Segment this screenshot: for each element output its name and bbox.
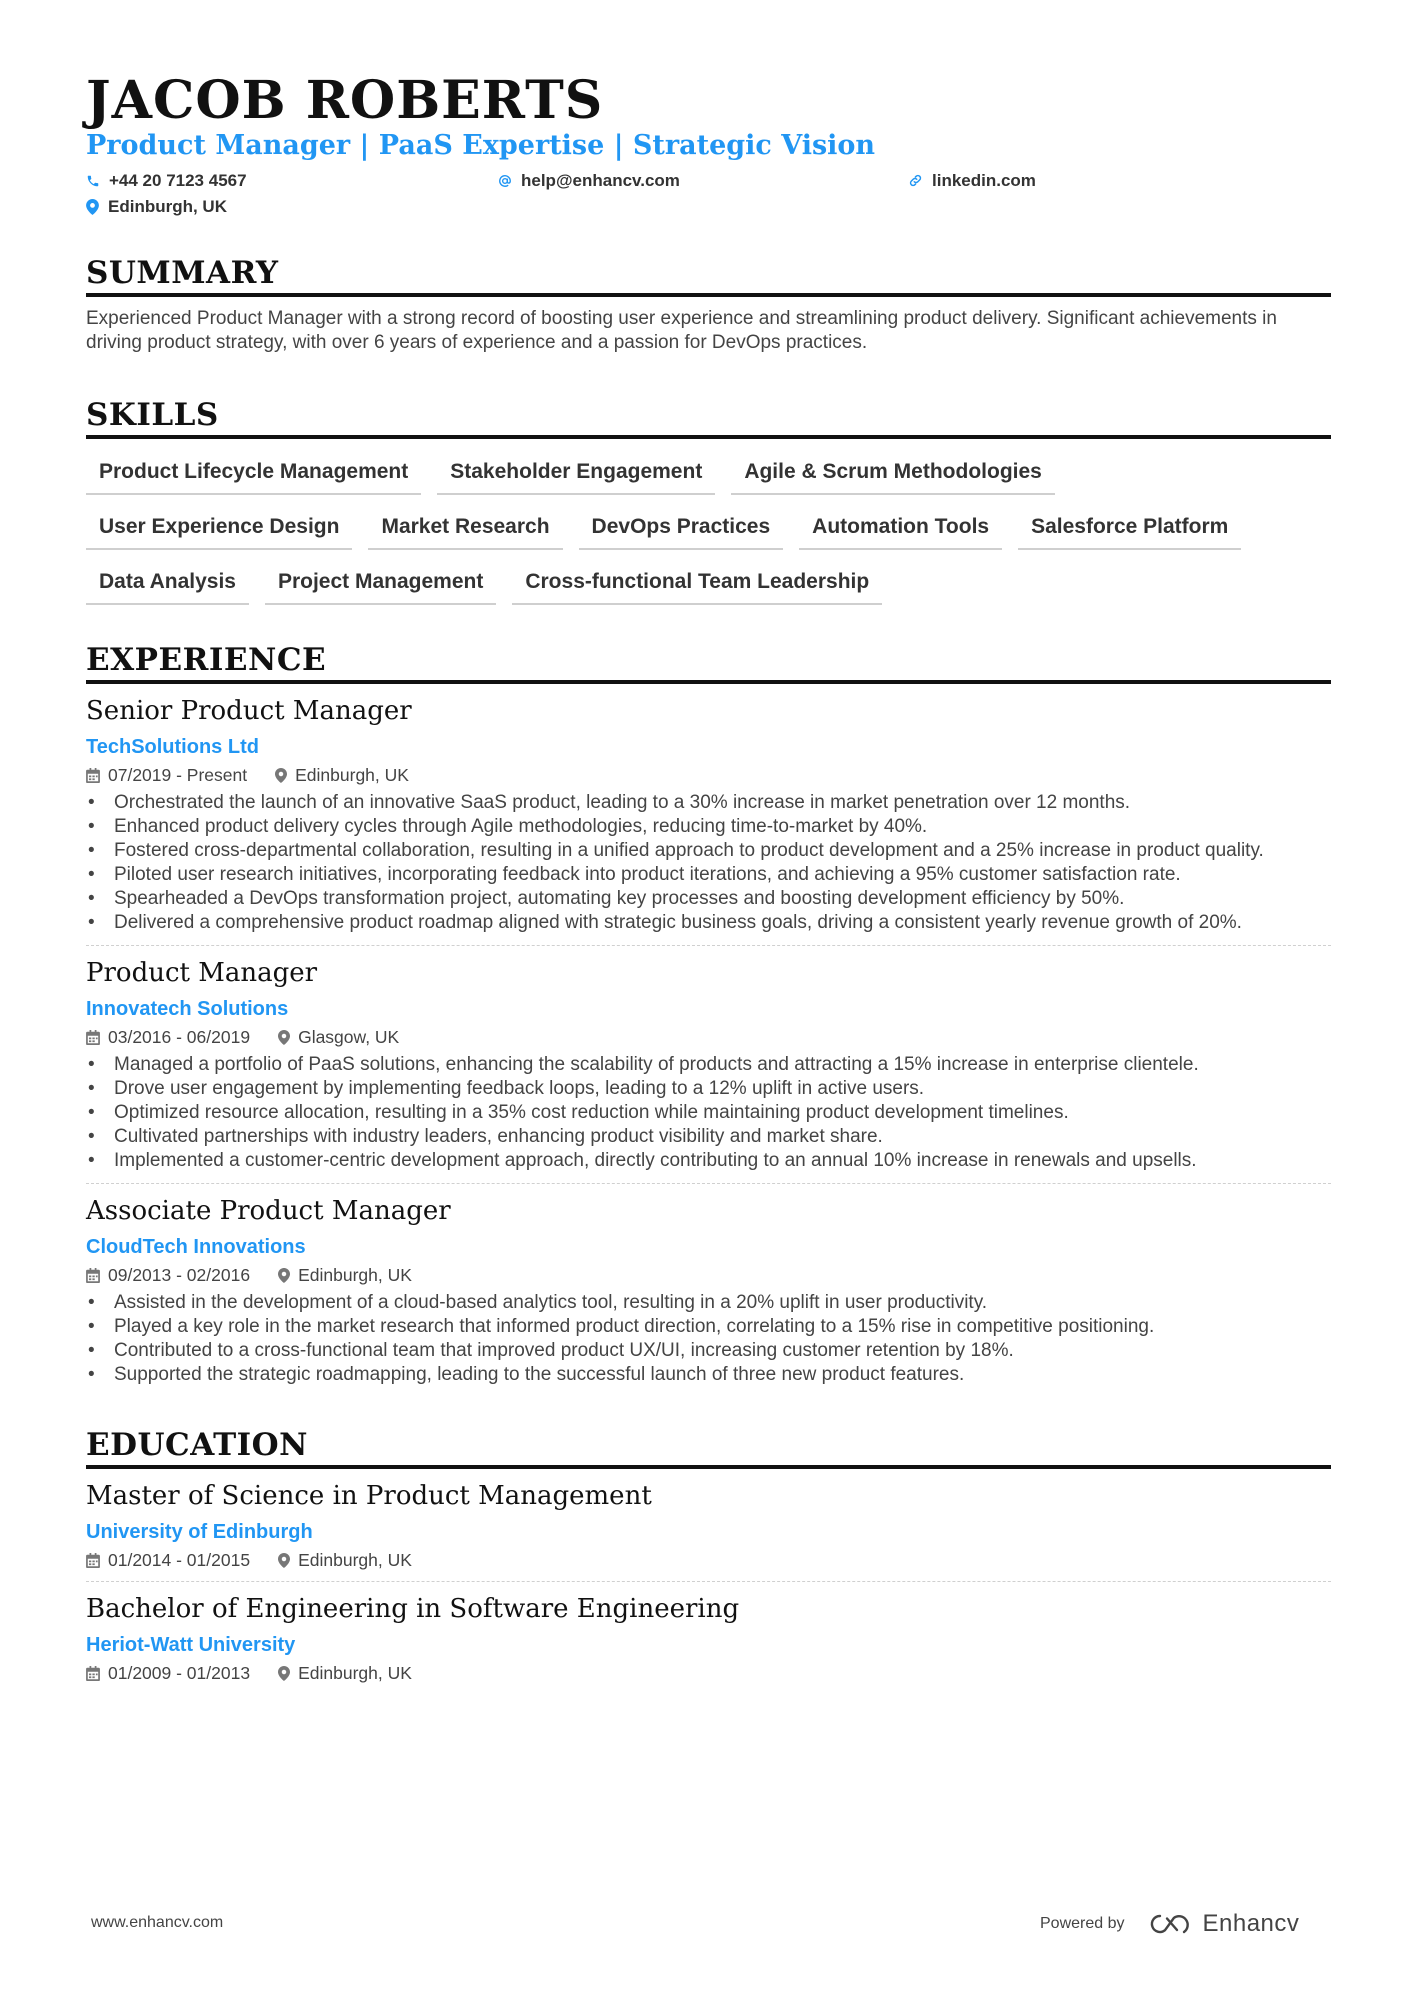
- education-dates-text: 01/2014 - 01/2015: [108, 1549, 251, 1570]
- job-entry: [86, 958, 1331, 1184]
- calendar-icon: [86, 1030, 100, 1045]
- location-text: Edinburgh, UK: [108, 196, 227, 216]
- bullet-item: • Drove user engagement by implementing feedback loops, leading to a 12% uplift in active users.: [86, 1077, 1331, 1101]
- contact-phone: [86, 171, 247, 191]
- job-bullets: [86, 791, 1331, 935]
- entry-divider: [86, 945, 1331, 946]
- experience-section: [86, 642, 1331, 1387]
- bullet-item: • Managed a portfolio of PaaS solutions, enhancing the scalability of products and attracting a 15% increase in enterprise clientele.: [86, 1053, 1331, 1077]
- at-icon: [498, 174, 512, 188]
- education-location-text: Edinburgh, UK: [298, 1549, 412, 1570]
- phone-text: +44 20 7123 4567: [109, 170, 247, 190]
- brand-name: Enhancv: [1202, 1910, 1300, 1937]
- skill-tag: User Experience Design: [86, 506, 352, 550]
- job-dates: [86, 765, 247, 786]
- job-location: [275, 765, 409, 786]
- summary-heading: SUMMARY: [86, 255, 1331, 297]
- job-entry: [86, 1196, 1331, 1387]
- skills-section: [86, 397, 1331, 616]
- entry-divider: [86, 1183, 1331, 1184]
- job-entry: [86, 696, 1331, 946]
- location-pin-icon: [278, 1553, 290, 1568]
- bullet-item: • Piloted user research initiatives, incorporating feedback into product iterations, and achieving a 95% customer satisfaction rate.: [86, 863, 1331, 887]
- education-entry: [86, 1594, 1331, 1684]
- skill-tag: DevOps Practices: [579, 506, 784, 550]
- summary-text: Experienced Product Manager with a strong record of boosting user experience and streamlining product delivery. Significant achievements in driving product strategy, with over 6 years of experience and a passion for DevOps practices.: [86, 307, 1277, 353]
- education-heading: EDUCATION: [86, 1427, 1331, 1469]
- job-location-text: Edinburgh, UK: [298, 1264, 412, 1285]
- candidate-name: JACOB ROBERTS: [86, 70, 604, 131]
- bullet-item: • Optimized resource allocation, resulting in a 35% cost reduction while maintaining product development timelines.: [86, 1101, 1331, 1125]
- phone-icon: [86, 174, 100, 188]
- company-name: CloudTech Innovations: [86, 1235, 306, 1258]
- location-pin-icon: [278, 1030, 290, 1045]
- bullet-item: • Contributed to a cross-functional team that improved product UX/UI, increasing customer retention by 18%.: [86, 1339, 1331, 1363]
- education-location: [278, 1550, 412, 1571]
- location-pin-icon: [278, 1268, 290, 1283]
- enhancv-logo-icon: [1149, 1912, 1195, 1936]
- candidate-tagline: Product Manager | PaaS Expertise | Strategic Vision: [86, 130, 876, 162]
- bullet-item: • Orchestrated the launch of an innovative SaaS product, leading to a 30% increase in market penetration over 12 months.: [86, 791, 1331, 815]
- job-dates-text: 03/2016 - 06/2019: [108, 1026, 251, 1047]
- school-name: Heriot-Watt University: [86, 1633, 296, 1656]
- skill-tag: Project Management: [265, 561, 496, 605]
- contact-info: [86, 169, 1331, 223]
- job-dates: [86, 1027, 250, 1048]
- calendar-icon: [86, 1268, 100, 1283]
- skill-tag: Stakeholder Engagement: [437, 451, 715, 495]
- bullet-item: • Supported the strategic roadmapping, leading to the successful launch of three new product features.: [86, 1363, 1331, 1387]
- contact-location: [86, 197, 227, 217]
- job-title: Associate Product Manager: [86, 1195, 451, 1226]
- degree-title: Master of Science in Product Management: [86, 1480, 652, 1511]
- job-title: Product Manager: [86, 957, 318, 988]
- job-title: Senior Product Manager: [86, 695, 412, 726]
- summary-section: [86, 255, 1331, 355]
- footer-url[interactable]: www.enhancv.com: [91, 1914, 224, 1931]
- job-dates: [86, 1265, 250, 1286]
- link-icon: [908, 173, 923, 188]
- linkedin-text: linkedin.com: [932, 170, 1036, 190]
- calendar-icon: [86, 1666, 100, 1681]
- education-location-text: Edinburgh, UK: [298, 1662, 412, 1683]
- bullet-item: • Enhanced product delivery cycles through Agile methodologies, reducing time-to-market by 40%.: [86, 815, 1331, 839]
- powered-by: [1040, 1910, 1299, 1938]
- job-location: [278, 1265, 412, 1286]
- company-name: Innovatech Solutions: [86, 997, 289, 1020]
- bullet-item: • Assisted in the development of a cloud-based analytics tool, resulting in a 20% uplift in user productivity.: [86, 1291, 1331, 1315]
- skills-heading: SKILLS: [86, 397, 1331, 439]
- education-dates: [86, 1550, 250, 1571]
- job-bullets: [86, 1291, 1331, 1387]
- skill-tag: Cross-functional Team Leadership: [512, 561, 882, 605]
- job-dates-text: 09/2013 - 02/2016: [108, 1264, 251, 1285]
- job-location: [278, 1027, 399, 1048]
- education-dates-text: 01/2009 - 01/2013: [108, 1662, 251, 1683]
- education-section: [86, 1427, 1331, 1684]
- skill-tag: Automation Tools: [799, 506, 1002, 550]
- job-location-text: Glasgow, UK: [298, 1026, 400, 1047]
- education-location: [278, 1663, 412, 1684]
- powered-by-label: Powered by: [1040, 1915, 1125, 1932]
- job-meta: [86, 765, 1331, 786]
- bullet-item: • Implemented a customer-centric development approach, directly contributing to an annual 10% increase in renewals and upsells.: [86, 1149, 1331, 1173]
- contact-email[interactable]: [498, 171, 680, 191]
- education-dates: [86, 1663, 250, 1684]
- page-footer: [0, 1910, 1410, 1940]
- job-dates-text: 07/2019 - Present: [108, 764, 248, 785]
- education-meta: [86, 1663, 1331, 1684]
- education-meta: [86, 1550, 1331, 1571]
- job-meta: [86, 1265, 1331, 1286]
- skill-tag: Agile & Scrum Methodologies: [731, 451, 1055, 495]
- job-meta: [86, 1027, 1331, 1048]
- bullet-item: • Cultivated partnerships with industry leaders, enhancing product visibility and market share.: [86, 1125, 1331, 1149]
- skill-tag: Market Research: [368, 506, 562, 550]
- job-bullets: [86, 1053, 1331, 1173]
- contact-linkedin[interactable]: [908, 171, 1036, 191]
- location-pin-icon: [278, 1666, 290, 1681]
- calendar-icon: [86, 1553, 100, 1568]
- experience-heading: EXPERIENCE: [86, 642, 1331, 684]
- company-name: TechSolutions Ltd: [86, 735, 259, 758]
- resume-page: [86, 72, 1331, 1684]
- bullet-item: • Played a key role in the market research that informed product direction, correlating to a 15% rise in competitive positioning.: [86, 1315, 1331, 1339]
- skill-tag: Data Analysis: [86, 561, 249, 605]
- email-text: help@enhancv.com: [521, 170, 680, 190]
- education-entry: [86, 1481, 1331, 1582]
- skill-tag: Salesforce Platform: [1018, 506, 1241, 550]
- bullet-item: • Fostered cross-departmental collaboration, resulting in a unified approach to product development and a 25% increase in product quality.: [86, 839, 1331, 863]
- calendar-icon: [86, 768, 100, 783]
- bullet-item: • Spearheaded a DevOps transformation project, automating key processes and boosting development efficiency by 50%.: [86, 887, 1331, 911]
- location-pin-icon: [86, 199, 99, 215]
- location-pin-icon: [275, 768, 287, 783]
- school-name: University of Edinburgh: [86, 1520, 313, 1543]
- entry-divider: [86, 1581, 1331, 1582]
- job-location-text: Edinburgh, UK: [295, 764, 409, 785]
- degree-title: Bachelor of Engineering in Software Engineering: [86, 1593, 740, 1624]
- skills-list: [86, 451, 1331, 616]
- bullet-item: • Delivered a comprehensive product roadmap aligned with strategic business goals, driving a consistent yearly revenue growth of 20%.: [86, 911, 1331, 935]
- skill-tag: Product Lifecycle Management: [86, 451, 421, 495]
